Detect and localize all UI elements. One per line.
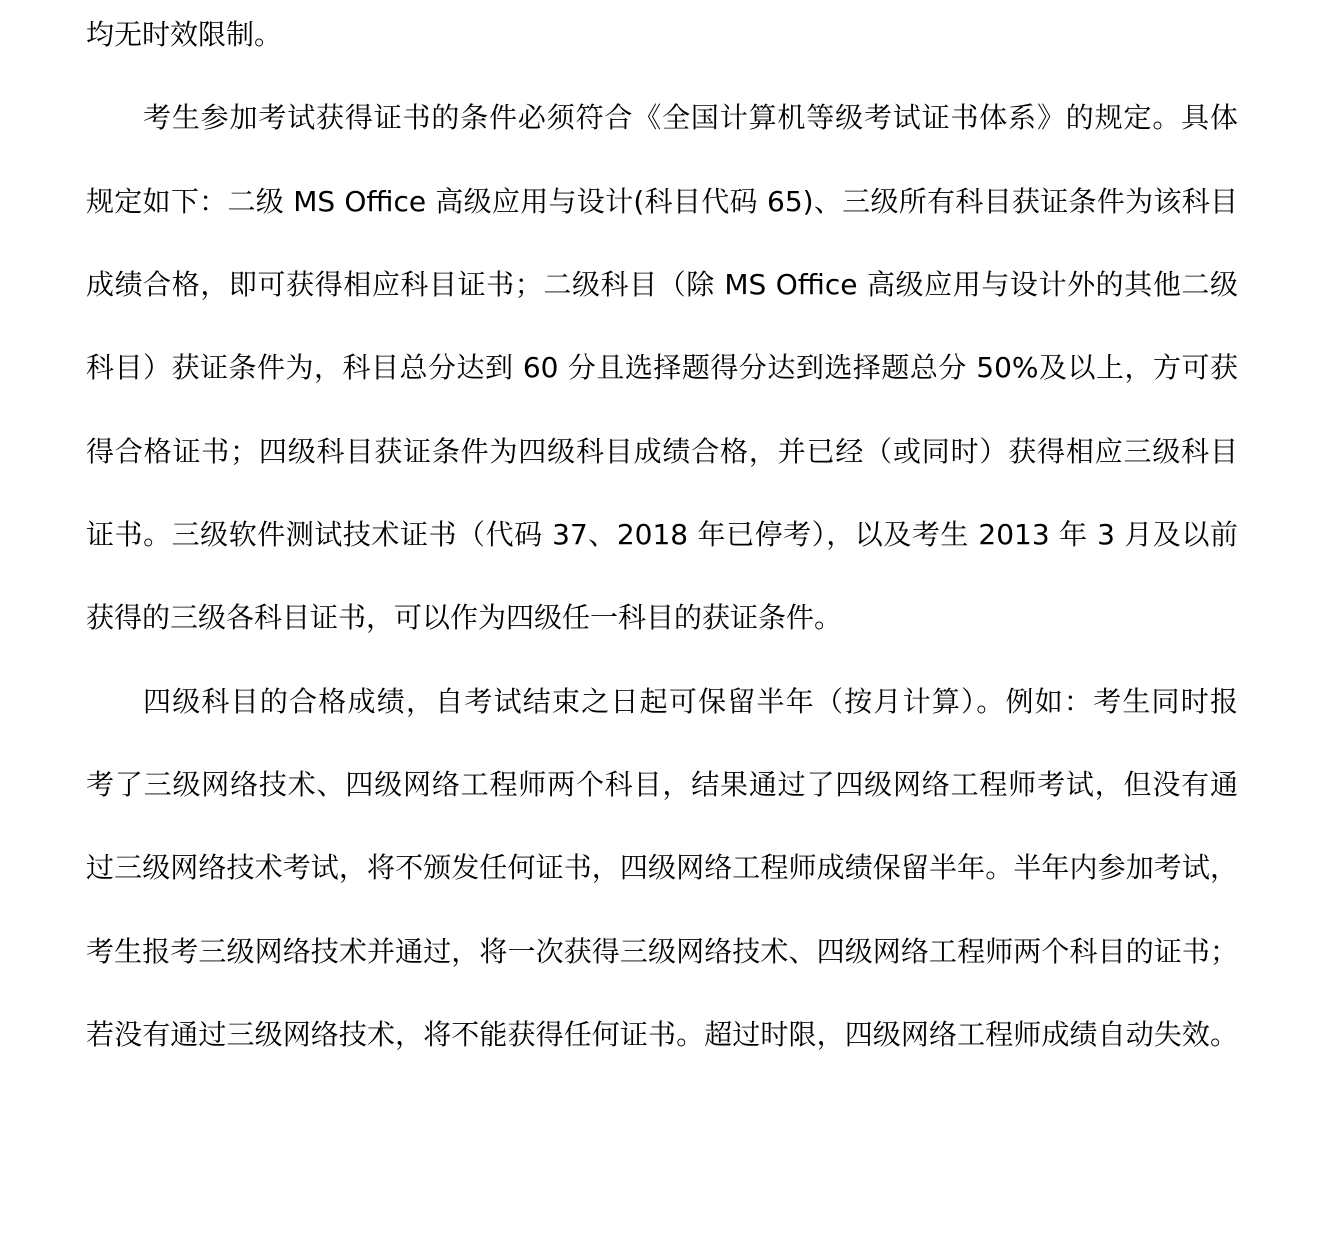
paragraph-3-line-4: 考生报考三级网络技术并通过，将一次获得三级网络技术、四级网络工程师两个科目的证书； [86,935,1238,968]
paragraph-3-line-3: 过三级网络技术考试，将不颁发任何证书，四级网络工程师成绩保留半年。半年内参加考试， [86,851,1238,884]
paragraph-2-line-2: 规定如下：二级 MS Office 高级应用与设计(科目代码 65)、三级所有科目获证条件为该科目 [86,185,1238,218]
paragraph-2-line-1: 考生参加考试获得证书的条件必须符合《全国计算机等级考试证书体系》的规定。具体 [143,101,1238,134]
paragraph-3-line-2: 考了三级网络技术、四级网络工程师两个科目，结果通过了四级网络工程师考试，但没有通 [86,768,1238,801]
paragraph-2-line-3: 成绩合格，即可获得相应科目证书；二级科目（除 MS Office 高级应用与设计外的其他二级 [86,268,1238,301]
paragraph-2-line-6: 证书。三级软件测试技术证书（代码 37、2018 年已停考），以及考生 2013 年 3 月及以前 [86,518,1238,551]
paragraph-3-line-1: 四级科目的合格成绩，自考试结束之日起可保留半年（按月计算）。例如：考生同时报 [143,685,1238,718]
paragraph-2-line-4: 科目）获证条件为，科目总分达到 60 分且选择题得分达到选择题总分 50%及以上，方可获 [86,351,1238,384]
paragraph-2-line-7: 获得的三级各科目证书，可以作为四级任一科目的获证条件。 [86,601,843,634]
paragraph-2-line-5: 得合格证书；四级科目获证条件为四级科目成绩合格，并已经（或同时）获得相应三级科目 [86,435,1238,468]
paragraph-3-line-5: 若没有通过三级网络技术，将不能获得任何证书。超过时限，四级网络工程师成绩自动失效。 [86,1018,1238,1051]
paragraph-1-line-1: 均无时效限制。 [86,18,283,51]
